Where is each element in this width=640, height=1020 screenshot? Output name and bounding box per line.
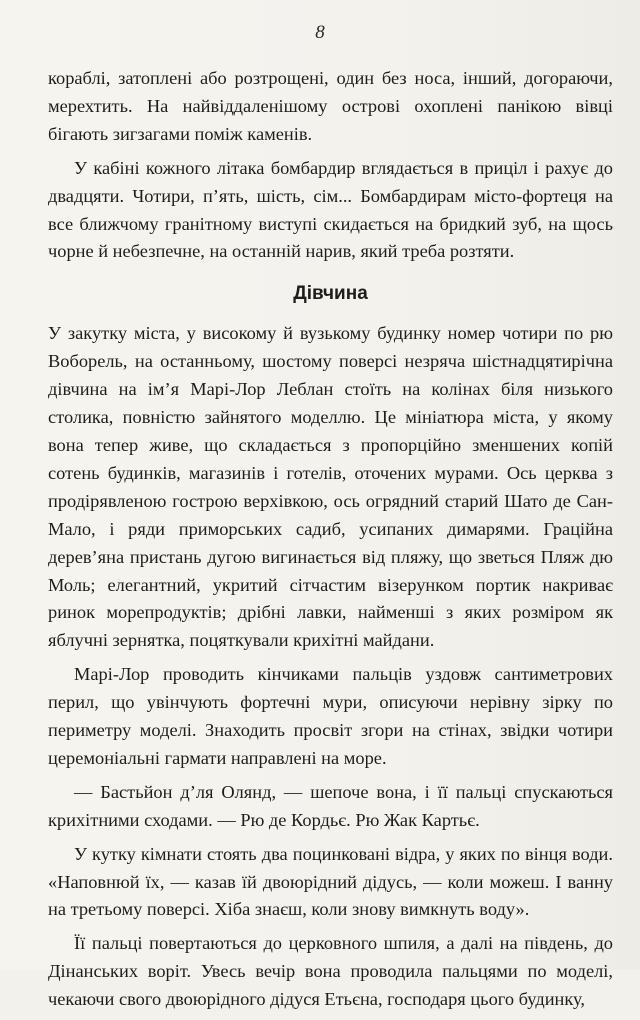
page-number: 8 [315,22,325,43]
paragraph: У кабіні кожного літака бомбардир вглядається в приціл і рахує до двадцяти. Чотири, п’ять, шість, сім... Бомбардирам місто-фортеця на все ближчому гранітному виступі скидається на бридкий зуб, на щось чорне й небезпечне, на останній нарив, який треба розтяти. [48,157,613,262]
paragraph: кораблі, затоплені або розтрощені, один без носа, інший, догораючи, мерехтить. На найвіддаленішому острові охоплені панікою вівці бігають зигзагами поміж каменів. [48,68,613,144]
body-text [48,65,613,1020]
section-heading: Дівчина [293,283,368,305]
paragraph: Її пальці повертаються до церковного шпиля, а далі на південь, до Дінанських воріт. Увесь вечір вона проводила пальцями по моделі, чекаючи свого двоюрідного дідуся Етьєна, господаря цього будинку, [48,933,613,1010]
paragraph: У кутку кімнати стоять два поцинковані відра, у яких по вінця води. «Наповнюй їх, — казав їй двоюрідний дідусь, — коли можеш. І ванну на третьому поверсі. Хіба знаєш, коли знову вимкнуть воду». [48,843,613,920]
paragraph: — Бастьйон д’ля Олянд, — шепоче вона, і її пальці спускаються крихітними сходами. — Рю де Кордьє. Рю Жак Картьє. [48,781,613,830]
paragraph: У закутку міста, у високому й вузькому будинку номер чотири по рю Воборель, на останньому, шостому поверсі незряча шістнадцятирічна дівчина на ім’я Марі-Лор Леблан стоїть на колінах біля низького столика, повністю зайнятого моделлю. Це мініатюра міста, у якому вона тепер живе, що складається з пропорційно зменшених копій сотень будинків, магазинів і готелів, оточених мурами. Ось церква з продірявленою гострою верхівкою, ось огрядний старий Шато де Сан-Мало, і ряди приморських садиб, усипаних димарями. Граційна дерев’яна пристань дугою вигинається від пляжу, що зветься Пляж дю Моль; елегантний, укритий сітчастим візерунком портик накриває ринок морепродуктів; дрібні лавки, найменші з яких розміром як яблучні зернятка, поцяткували крихітні майдани. [48,323,613,651]
paragraph: Марі-Лор проводить кінчиками пальців уздовж сантиметрових перил, що увінчують фортечні мури, описуючи нерівну зірку по периметру моделі. Знаходить просвіт згори на стінах, звідки чотири церемоніальні гармати направлені на море. [48,664,613,768]
